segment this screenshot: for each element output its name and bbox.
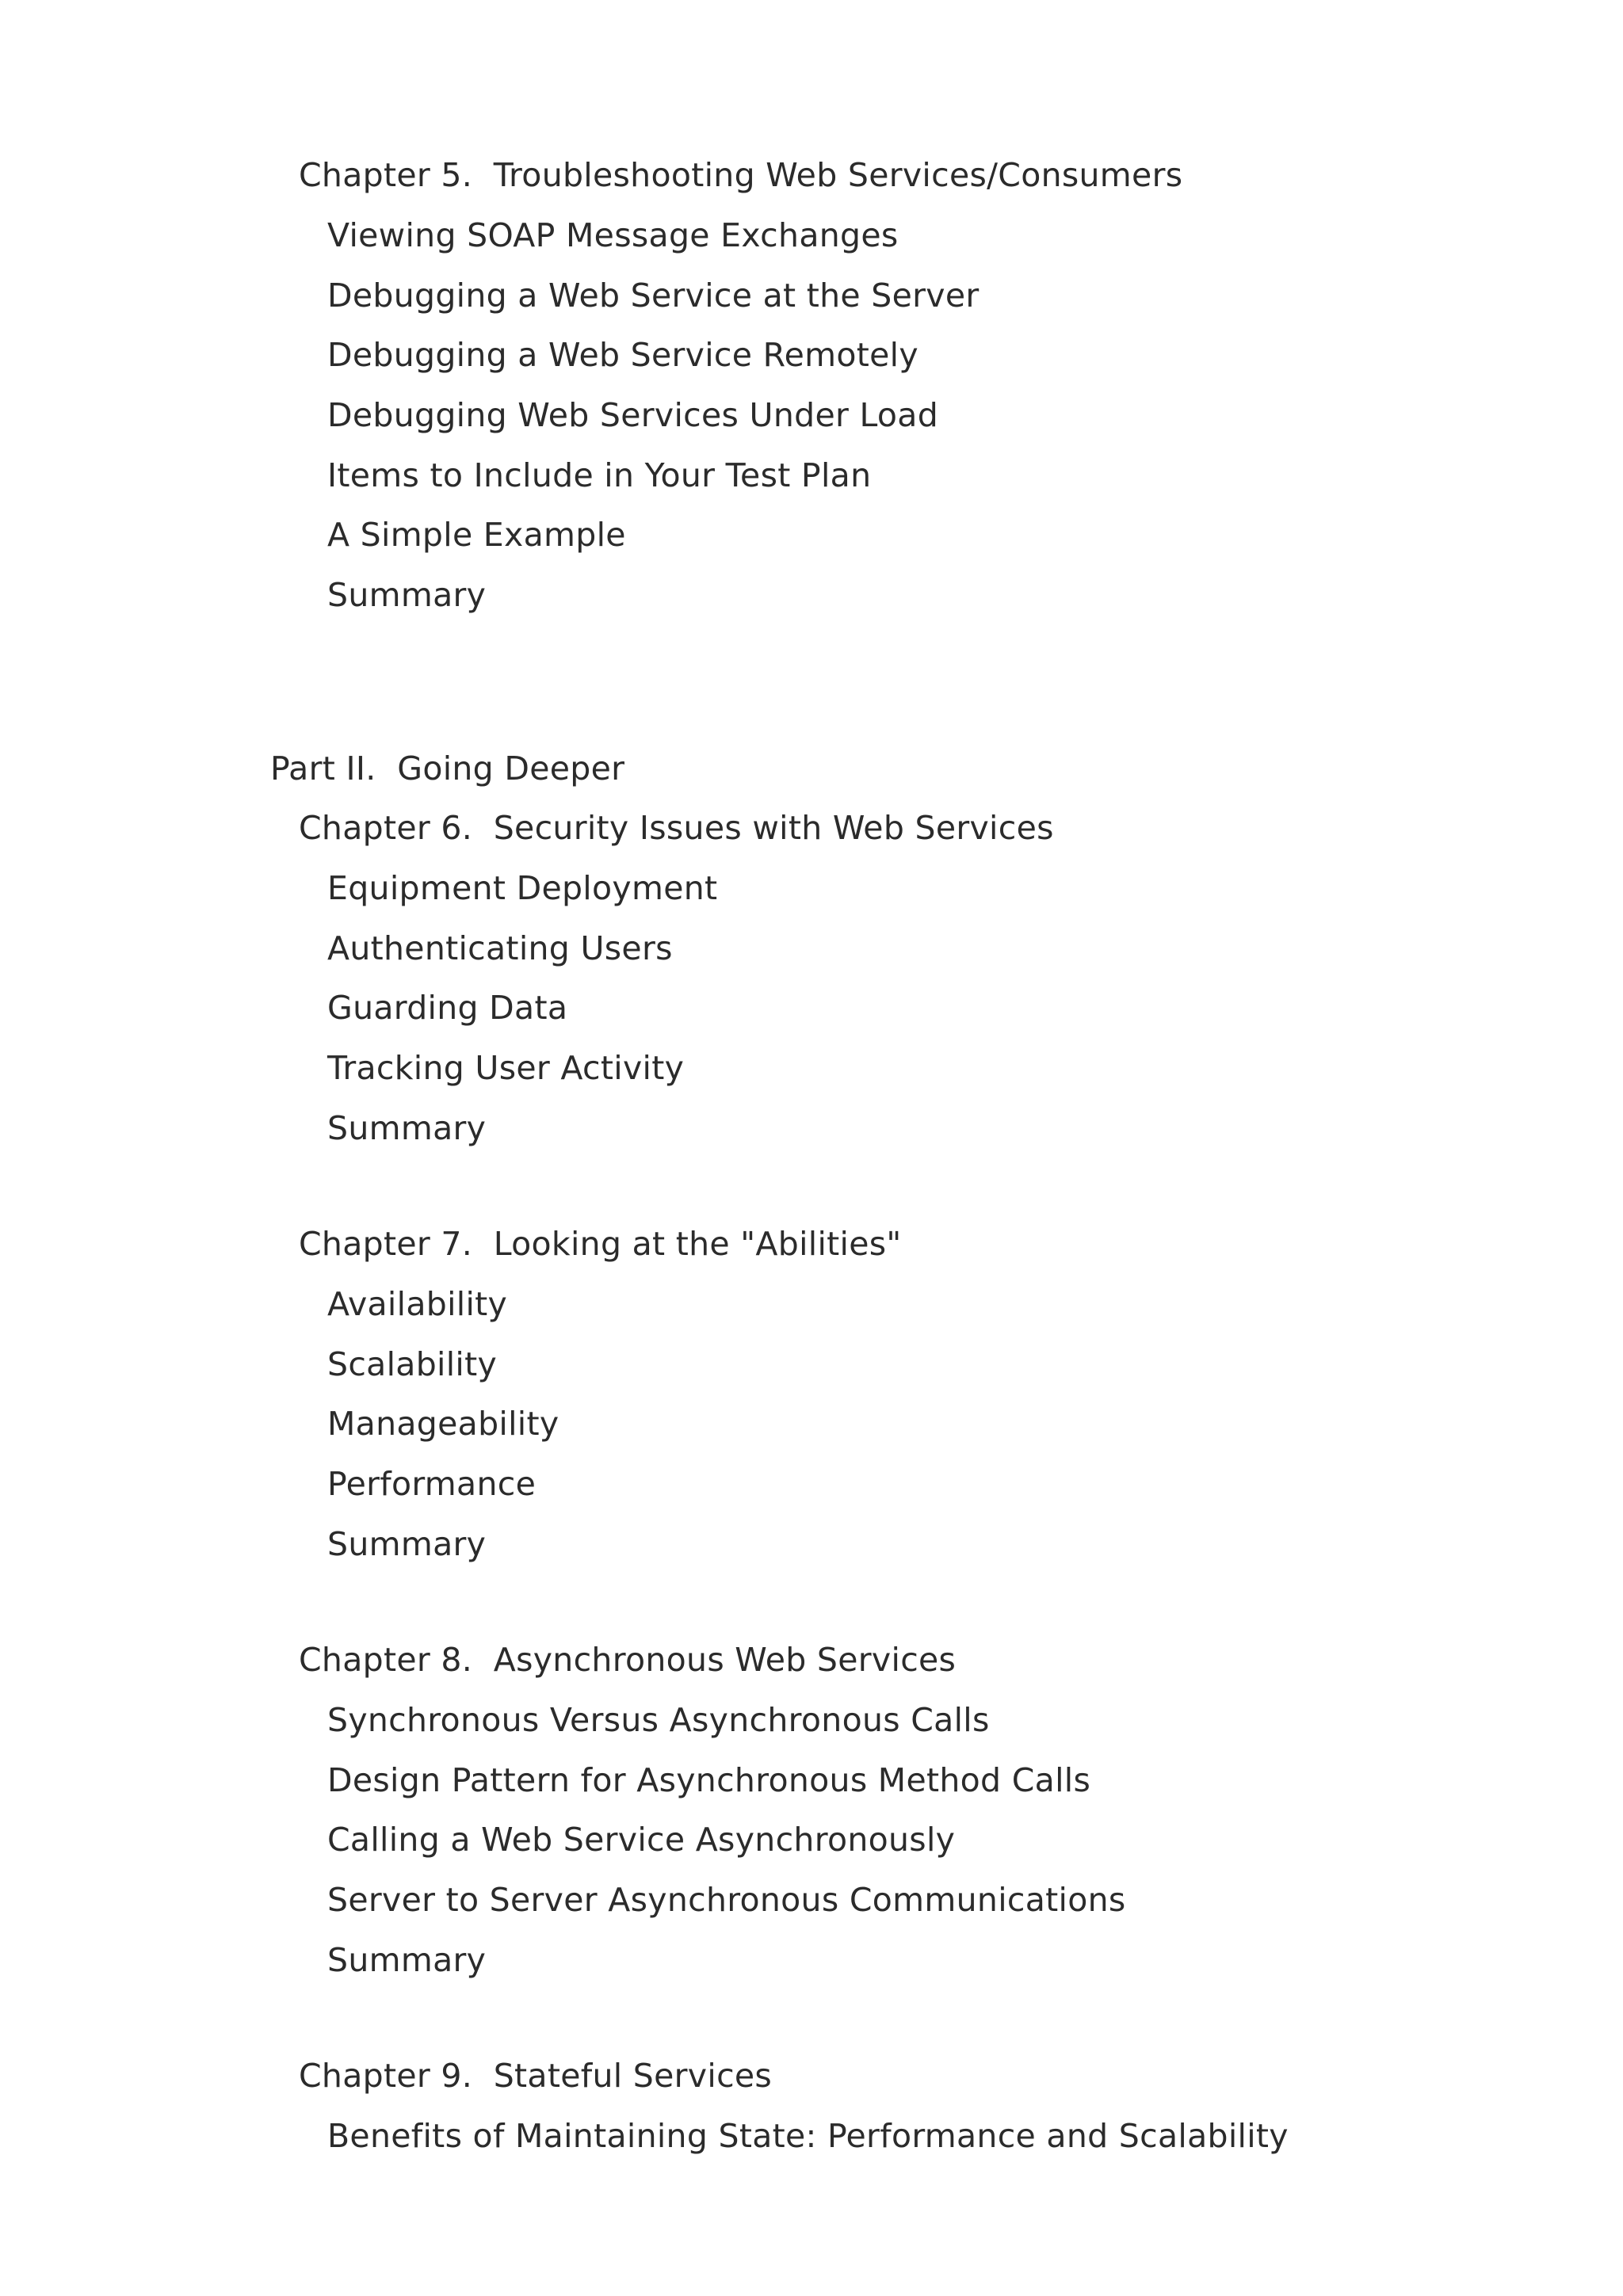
chapter-8-title[interactable]: Chapter 8. Asynchronous Web Services [299,1641,957,1679]
chapter-9-title[interactable]: Chapter 9. Stateful Services [299,2057,773,2095]
chapter-5-section-3[interactable]: Debugging a Web Service Remotely [327,336,918,374]
chapter-8-section-4[interactable]: Server to Server Asynchronous Communications [327,1881,1126,1919]
chapter-7-section-4[interactable]: Performance [327,1465,537,1503]
chapter-6-section-5[interactable]: Summary [327,1109,487,1147]
chapter-7-section-5[interactable]: Summary [327,1525,487,1563]
chapter-5-section-4[interactable]: Debugging Web Services Under Load [327,396,939,434]
chapter-8-section-2[interactable]: Design Pattern for Asynchronous Method Calls [327,1761,1091,1799]
part-2-title[interactable]: Part II. Going Deeper [270,749,625,788]
chapter-8-section-1[interactable]: Synchronous Versus Asynchronous Calls [327,1701,990,1739]
chapter-6-title[interactable]: Chapter 6. Security Issues with Web Services [299,809,1054,847]
chapter-8-section-3[interactable]: Calling a Web Service Asynchronously [327,1821,956,1859]
chapter-7-section-2[interactable]: Scalability [327,1345,498,1383]
chapter-5-section-7[interactable]: Summary [327,576,487,614]
chapter-5-section-2[interactable]: Debugging a Web Service at the Server [327,277,980,315]
chapter-5-section-5[interactable]: Items to Include in Your Test Plan [327,456,872,494]
chapter-5-section-1[interactable]: Viewing SOAP Message Exchanges [327,216,899,254]
chapter-5-title[interactable]: Chapter 5. Troubleshooting Web Services/Consumers [299,156,1183,194]
chapter-7-section-1[interactable]: Availability [327,1285,508,1323]
chapter-7-title[interactable]: Chapter 7. Looking at the "Abilities" [299,1225,902,1263]
chapter-5-section-6[interactable]: A Simple Example [327,516,626,554]
chapter-6-section-2[interactable]: Authenticating Users [327,929,673,967]
chapter-8-section-5[interactable]: Summary [327,1941,487,1979]
chapter-6-section-4[interactable]: Tracking User Activity [327,1049,685,1087]
chapter-6-section-3[interactable]: Guarding Data [327,989,568,1027]
chapter-7-section-3[interactable]: Manageability [327,1405,559,1443]
chapter-9-section-1[interactable]: Benefits of Maintaining State: Performance and Scalability [327,2117,1289,2155]
chapter-6-section-1[interactable]: Equipment Deployment [327,869,718,907]
